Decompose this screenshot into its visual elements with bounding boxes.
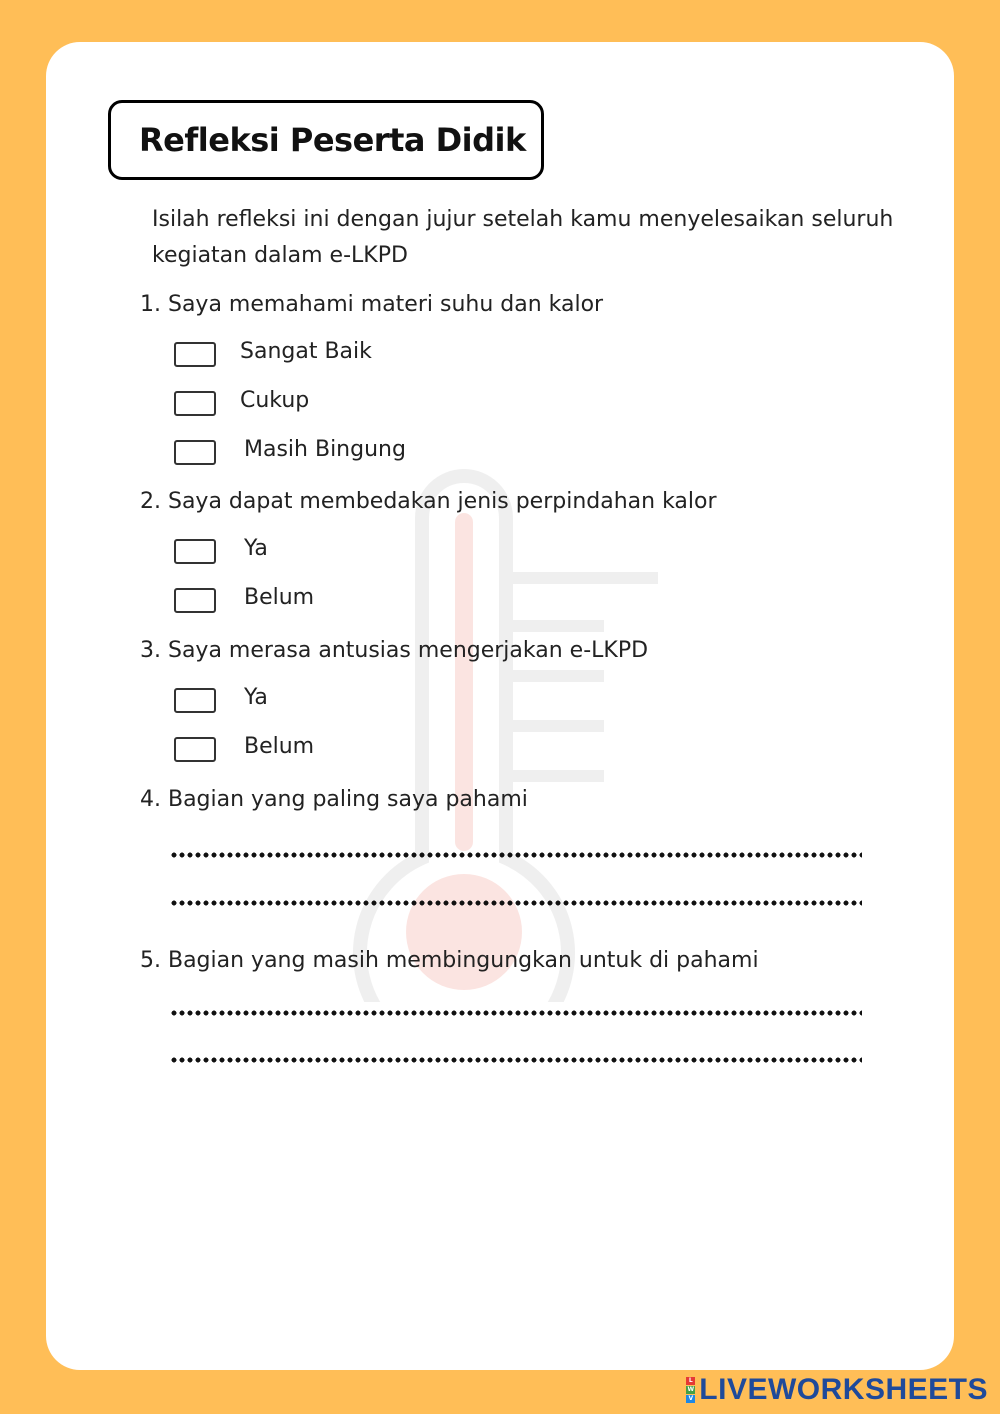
- logo-letter: L: [686, 1377, 695, 1385]
- question-3: 3. Saya merasa antusias mengerjakan e-LKPD: [140, 638, 649, 663]
- option-label: Ya: [244, 536, 268, 561]
- answer-line-q4-2[interactable]: [170, 900, 862, 906]
- instructions-text: Isilah refleksi ini dengan jujur setelah kamu menyelesaikan seluruh kegiatan dalam e-LKPD: [152, 207, 894, 268]
- checkbox[interactable]: [174, 391, 216, 416]
- option-label: Ya: [244, 685, 268, 710]
- answer-line-q4-1[interactable]: [170, 852, 862, 858]
- checkbox[interactable]: [174, 688, 216, 713]
- title-box: [108, 100, 544, 180]
- question-2: 2. Saya dapat membedakan jenis perpindahan kalor: [140, 489, 717, 514]
- liveworksheets-logo: [686, 1377, 695, 1403]
- question-5: 5. Bagian yang masih membingungkan untuk di pahami: [140, 948, 759, 973]
- checkbox[interactable]: [174, 342, 216, 367]
- option-label: Belum: [244, 585, 315, 610]
- option-label: Cukup: [240, 388, 310, 413]
- checkbox[interactable]: [174, 588, 216, 613]
- checkbox[interactable]: [174, 539, 216, 564]
- brand-name: LIVEWORKSHEETS: [699, 1373, 988, 1406]
- question-4: 4. Bagian yang paling saya pahami: [140, 787, 528, 812]
- worksheet-card: [46, 42, 954, 1370]
- question-1: 1. Saya memahami materi suhu dan kalor: [140, 292, 604, 317]
- logo-letter: W: [687, 1386, 695, 1393]
- liveworksheets-brand: [686, 1374, 988, 1406]
- answer-line-q5-2[interactable]: [170, 1057, 862, 1063]
- option-label: Masih Bingung: [244, 437, 406, 462]
- option-label: Belum: [244, 734, 315, 759]
- page-title: Refleksi Peserta Didik: [139, 121, 526, 159]
- answer-line-q5-1[interactable]: [170, 1010, 862, 1016]
- checkbox[interactable]: [174, 440, 216, 465]
- logo-letter: V: [686, 1395, 695, 1403]
- checkbox[interactable]: [174, 737, 216, 762]
- option-label: Sangat Baik: [240, 339, 372, 364]
